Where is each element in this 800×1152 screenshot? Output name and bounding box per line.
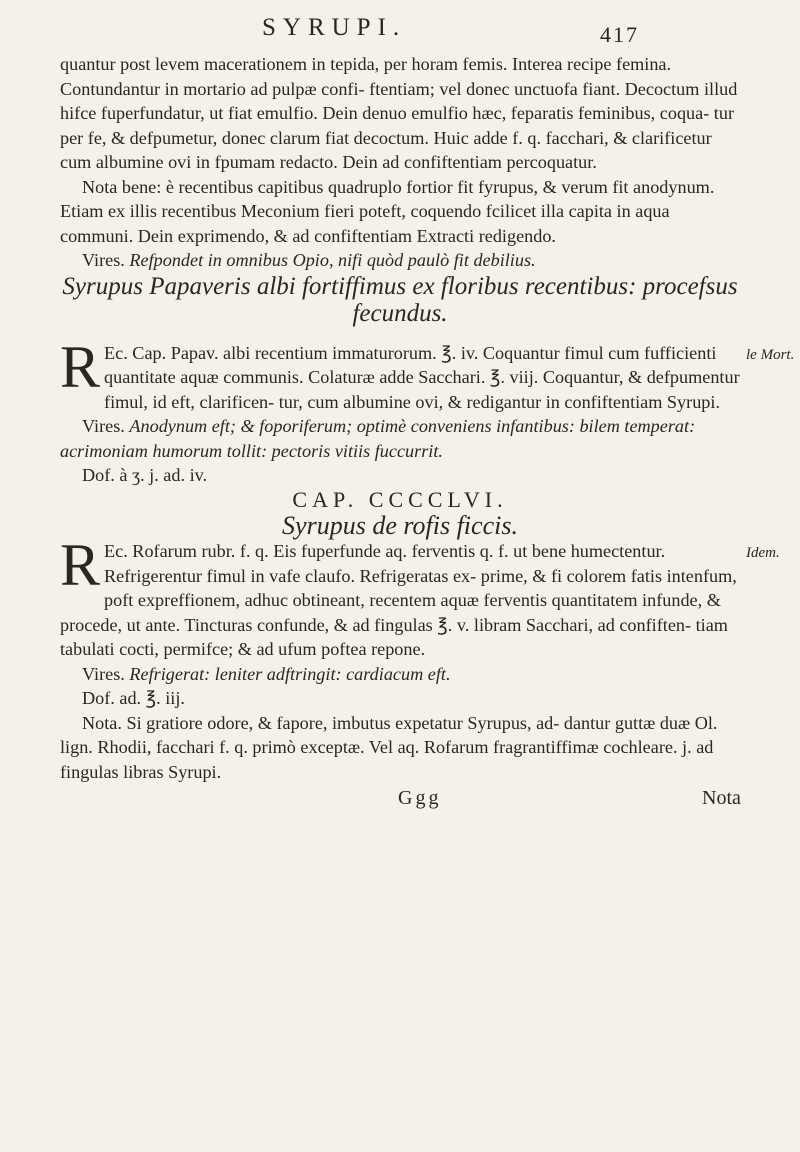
paragraph-vires <box>60 248 740 273</box>
chapter-number: CAP. CCCCLVI. <box>292 486 508 512</box>
recipe-papaveris <box>60 333 795 488</box>
margin-note-author: le Mort. <box>746 346 795 363</box>
signature-mark: Ggg <box>398 787 442 809</box>
recipe-body: Ec. Cap. Papav. albi recentium immaturorum. ℥. iv. Coquantur fimul cum fufficienti quantitate aquæ communis. Colaturæ adde Sacchari. ℥. viij. Coquantur, & defpumentur fimul, id eft, clarificen- tur, cum albumine ovi, & redigantur in confiftentiam Syrupi. <box>104 342 740 412</box>
vires-label: Vires. <box>82 250 125 270</box>
running-head: SYRUPI. <box>262 14 407 41</box>
recipe-vires <box>60 414 740 463</box>
paragraph-nota-bene: Nota bene: è recentibus capitibus quadruplo fortior fit fyrupus, & verum fit anodynum. Etiam ex illis recentibus Meconium fieri poteft, coquendo fcilicet illa capita in aqua communi. Dein exprimendo, & ad confiftentiam Extracti redigendo. <box>60 176 715 246</box>
recipe-dose: Dof. à ʒ. j. ad. iv. <box>82 465 208 485</box>
page-number: 417 <box>600 22 639 47</box>
paragraph-continuation: quantur post levem macerationem in tepida, per horam femis. Interea recipe femina. Contundantur in mortario ad pulpæ confi- ftentiam; vel donec unctuofa fiant. Decoctum illud hifce fuperfundatur, ut fiat emulfio. Dein denuo emulfio hæc, feparatis feminibus, coqua- tur per fe, & defpumetur, donec clarum fiat decoctum. Huic adde f. q. facchari, & clarificetur cum albumine ovi in fpumam redacto. Dein ad confiftentiam percoquatur. <box>60 54 738 172</box>
recipe-text <box>60 532 740 662</box>
recipe-title-syrupus-rosis: Syrupus de rofis ficcis. <box>282 511 518 540</box>
recipe-body: Ec. Rofarum rubr. f. q. Eis fuperfunde aq. ferventis q. f. ut bene humectentur. Refrigerentur fimul in vafe claufo. Refrigeratas ex- prime, & fi colorem fatis intenfum, poft expreffionem, adhuc obtineant, recentem aquæ ferventis quantitatem infunde, & procede, ut ante. Tincturas confunde, & ad fingulas ℥. v. libram Sacchari, ad confiften- tiam tabulati cocti, permifce; & ad ufum poftea repone. <box>60 541 737 659</box>
vires-label: Vires. <box>82 663 125 684</box>
drop-cap: R <box>60 333 101 400</box>
catchword: Nota <box>702 787 741 809</box>
page-footer <box>60 786 740 812</box>
vires-text: Anodynum eft; & foporiferum; optimè conveniens infantibus: bilem temperat: acrimoniam humorum tollit: pectoris vitiis fuccurrit. <box>60 416 696 461</box>
recipe-title-syrupus-papaveris: Syrupus Papaveris albi fortiffimus ex floribus recentibus: procefsus fecundus. <box>62 272 738 327</box>
vires-text: Refpondet in omnibus Opio, nifi quòd paulò fit debilius. <box>129 250 536 270</box>
drop-cap: R <box>60 532 101 598</box>
recipe-dose: Dof. ad. ℥. iij. <box>82 688 185 708</box>
recipe-nota: Nota. Si gratiore odore, & fapore, imbutus expetatur Syrupus, ad- dantur guttæ duæ Ol. lign. Rhodii, facchari f. q. primò exceptæ. Vel aq. Rofarum fragrantiffimæ cochleare. j. ad fingulas libras Syrupi. <box>60 712 718 782</box>
recipe-rosis <box>60 532 780 784</box>
page-header <box>0 14 800 54</box>
margin-note-idem: Idem. <box>746 545 780 561</box>
page-body <box>60 52 795 812</box>
recipe-text <box>60 333 740 415</box>
vires-label: Vires. <box>82 416 125 436</box>
vires-text: Refrigerat: leniter adftringit: cardiacum eft. <box>129 663 451 684</box>
recipe-vires <box>60 662 740 687</box>
